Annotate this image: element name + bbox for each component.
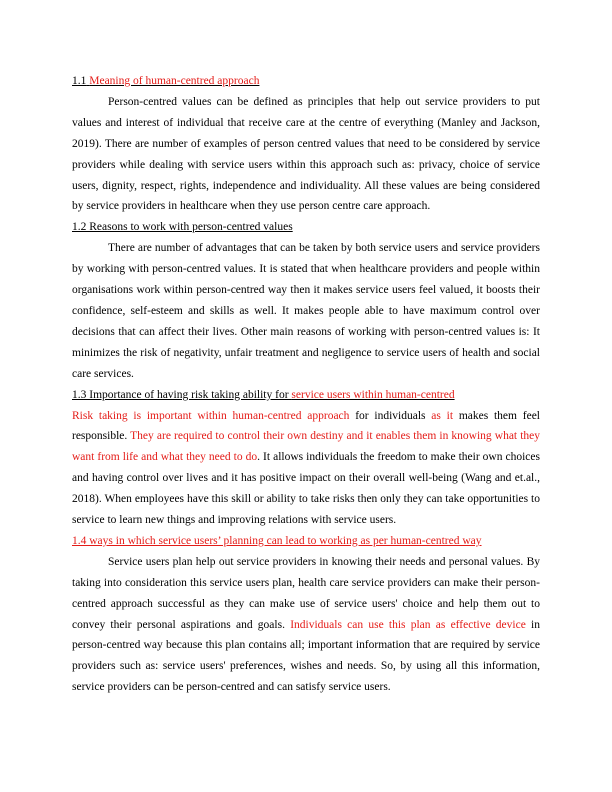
section-1-2-body: There are number of advantages that can be taken by both service users and service providers by working with person-centred values. It is stated that when healthcare providers and people within organisations work within person-centred way then it makes service users feel valued, it boosts their confidence, self-esteem and skills as well. It makes people able to have maximum control over decisions that can affect their lives. Other main reasons of working with person-centred values is: It minimizes the risk of negativity, unfair treatment and negligence to service users of health and social care services. bbox=[72, 242, 540, 380]
section-1-1-title: Meaning of human-centred approach bbox=[89, 75, 260, 87]
section-1-3-sentence-4: makes them feel responsible. bbox=[72, 409, 540, 443]
section-1-2-heading: 1.2 Reasons to work with person-centred values bbox=[72, 221, 293, 234]
section-1-4-sentence-1: Service users plan help out service providers in knowing their needs and personal values. By taking into consideration this service users plan, health care service providers can make their person-centred approach successful as they can make use of service users' choice and help them out to convey their personal aspirations and goals. bbox=[72, 555, 540, 631]
section-1-1-number: 1.1 bbox=[72, 75, 87, 87]
section-1-3-heading-black: 1.3 Importance of having risk taking ability for bbox=[72, 388, 292, 401]
section-1-3-heading-red: service users within human-centred bbox=[291, 388, 455, 401]
section-1-4-body bbox=[72, 552, 540, 698]
section-1-3-heading bbox=[72, 385, 540, 406]
section-1-1-body: Person-centred values can be defined as principles that help out service providers to put values and interest of individual that receive care at the centre of everything (Manley and Jackson, 2019). There are number of examples of person centred values that need to be considered by service providers while dealing with service users within this approach such as: privacy, choice of service users, dignity, respect, rights, independence and individuality. All these values are being considered by service providers in healthcare when they use person centre care approach. bbox=[72, 95, 540, 213]
section-1-1-heading bbox=[72, 71, 540, 92]
section-1-4-sentence-3: in person-centred way because this plan contains all; important information that are required by service providers such as: service users' preferences, wishes and needs. So, by using all this information, service providers can be person-centred and can satisfy service users. bbox=[72, 618, 540, 694]
section-1-3-body bbox=[72, 406, 540, 531]
section-1-3-sentence-2: for individuals bbox=[349, 409, 432, 422]
document-page bbox=[72, 71, 540, 698]
section-1-3-sentence-3: as it bbox=[431, 409, 454, 422]
section-1-4-heading: 1.4 ways in which service users’ planning can lead to working as per human-centred way bbox=[72, 534, 482, 547]
section-1-3-sentence-6: . It allows individuals the freedom to make their own choices and having control over lives and it has positive impact on their overall well-being (Wang and et.al., 2018). When employees have this skill or ability to take risks then only they can take opportunities to service to learn new things and improving relations with service users. bbox=[72, 451, 540, 527]
section-1-4-sentence-2: Individuals can use this plan as effective device bbox=[290, 618, 526, 631]
section-1-3-sentence-5: They are required to control their own destiny and it enables them in knowing what they want from life and what they need to do bbox=[72, 430, 541, 464]
section-1-3-sentence-1: Risk taking is important within human-centred approach bbox=[72, 409, 350, 422]
